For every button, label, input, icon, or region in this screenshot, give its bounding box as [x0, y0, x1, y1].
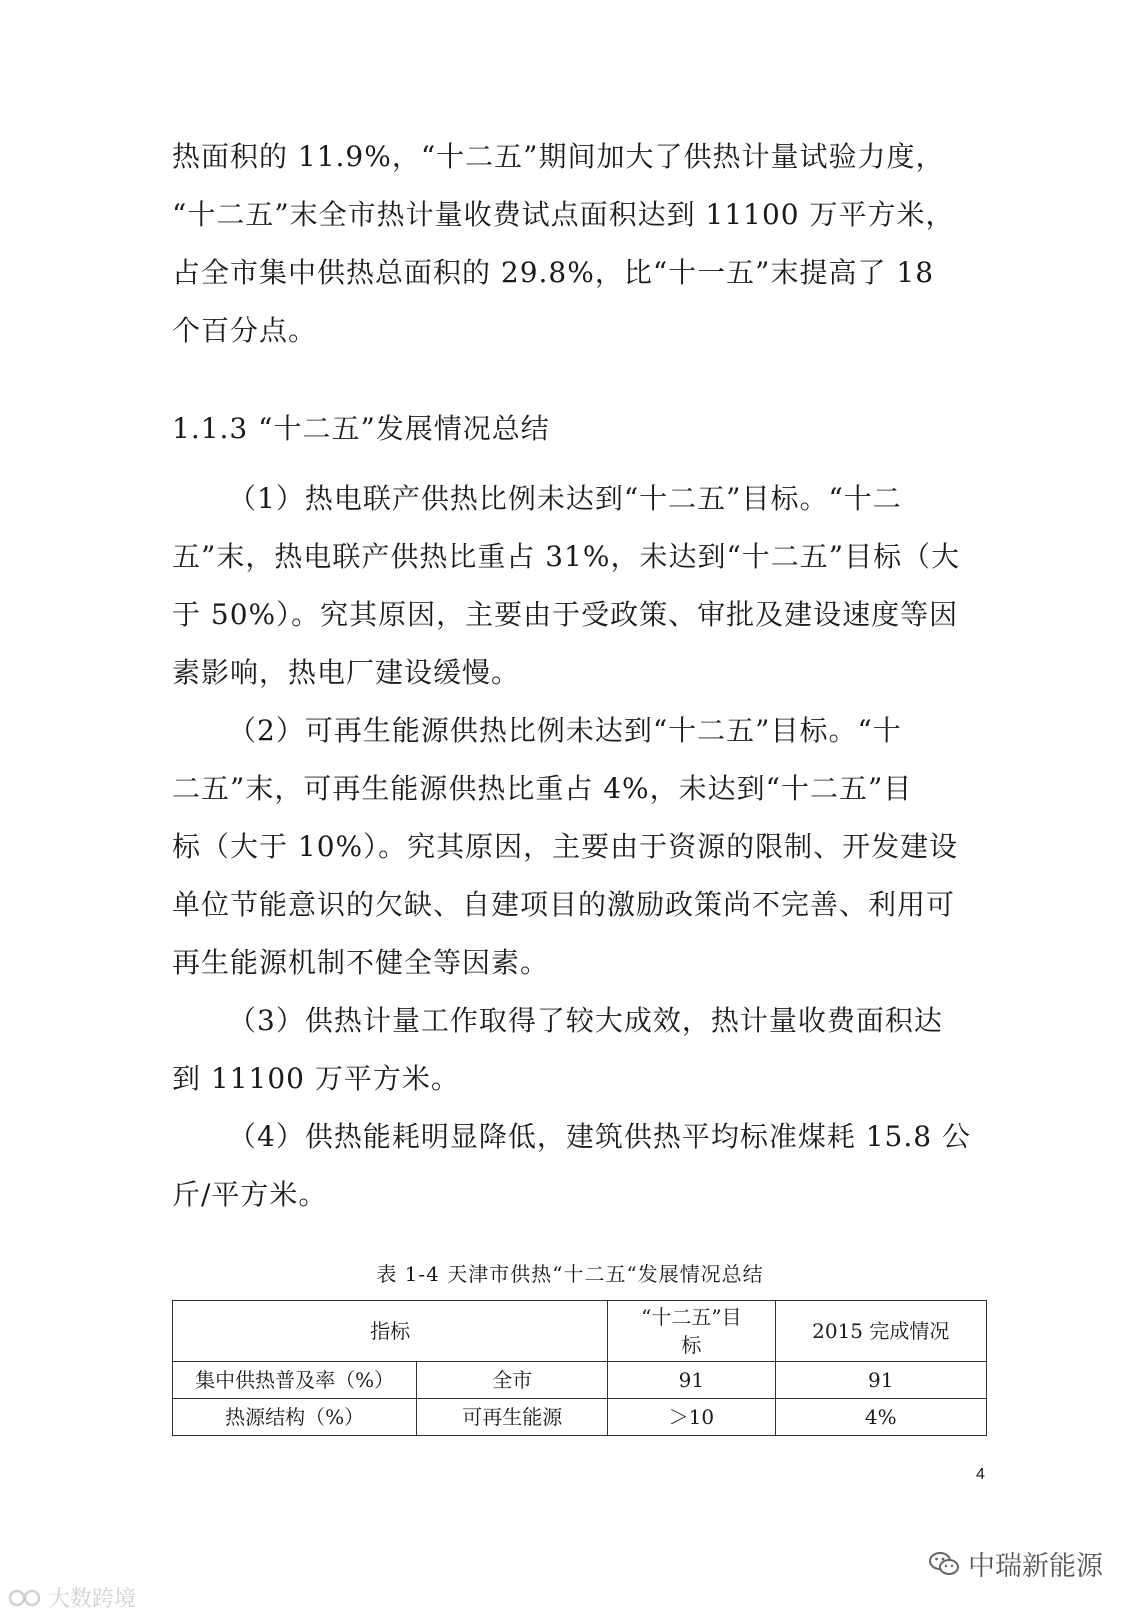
- text-line: 五”末，热电联产供热比重占 31%，未达到“十二五”目标（大: [172, 540, 961, 573]
- cell-target: ＞10: [608, 1399, 775, 1436]
- logo-icon: [8, 1587, 42, 1609]
- text-line: 再生能源机制不健全等因素。: [172, 946, 550, 979]
- cell-category: 热源结构（%）: [173, 1399, 417, 1436]
- indicator-table: [172, 1300, 987, 1436]
- cell-sub: 全市: [417, 1362, 608, 1399]
- table-row: [173, 1362, 987, 1399]
- header-completion: 2015 完成情况: [775, 1301, 986, 1362]
- text-line: 标（大于 10%）。究其原因，主要由于资源的限制、开发建设: [172, 830, 959, 863]
- text-line: 二五”末，可再生能源供热比重占 4%，未达到“十二五”目: [172, 772, 913, 805]
- text-line: （1）热电联产供热比例未达到“十二五”目标。“十二: [228, 482, 902, 515]
- cell-actual: 4%: [775, 1399, 986, 1436]
- text-line: （2）可再生能源供热比例未达到“十二五”目标。“十: [228, 714, 902, 747]
- cell-actual: 91: [775, 1362, 986, 1399]
- header-target-line1: “十二五”目: [641, 1305, 742, 1329]
- table-caption: 表 1-4 天津市供热“十二五“发展情况总结: [376, 1262, 764, 1286]
- wechat-icon: [928, 1550, 960, 1578]
- text-line: 素影响，热电厂建设缓慢。: [172, 656, 521, 689]
- watermark-left-text: 大数跨境: [48, 1587, 137, 1612]
- text-line: 单位节能意识的欠缺、自建项目的激励政策尚不完善、利用可: [172, 888, 956, 921]
- text-line: 个百分点。: [172, 314, 318, 347]
- page-number: 4: [976, 1466, 985, 1483]
- cell-sub: 可再生能源: [417, 1399, 608, 1436]
- text-line: 斤/平方米。: [172, 1178, 328, 1211]
- text-line: “十二五”末全市热计量收费试点面积达到 11100 万平方米，: [172, 198, 955, 231]
- watermark-wechat-account: [928, 1544, 1103, 1583]
- watermark-logo: [8, 1582, 136, 1613]
- text-line: 到 11100 万平方米。: [172, 1062, 460, 1095]
- text-line: 占全市集中供热总面积的 29.8%，比“十一五”末提高了 18: [172, 256, 935, 289]
- text-line: （4）供热能耗明显降低，建筑供热平均标准煤耗 15.8 公: [228, 1120, 971, 1153]
- text-line: （3）供热计量工作取得了较大成效，热计量收费面积达: [228, 1004, 943, 1037]
- header-target-line2: 标: [681, 1333, 702, 1357]
- table-header-row: [173, 1301, 987, 1362]
- section-heading: 1.1.3 “十二五”发展情况总结: [172, 412, 550, 445]
- watermark-right-text: 中瑞新能源: [968, 1551, 1103, 1582]
- cell-category: 集中供热普及率（%）: [173, 1362, 417, 1399]
- paragraph-heat-metering: [172, 128, 992, 360]
- table-row: [173, 1399, 987, 1436]
- header-target: [608, 1301, 775, 1362]
- header-indicator: 指标: [173, 1301, 608, 1362]
- cell-target: 91: [608, 1362, 775, 1399]
- text-line: 于 50%）。究其原因，主要由于受政策、审批及建设速度等因: [172, 598, 959, 631]
- summary-items: [172, 470, 992, 1224]
- text-line: 热面积的 11.9%，“十二五”期间加大了供热计量试验力度，: [172, 140, 945, 173]
